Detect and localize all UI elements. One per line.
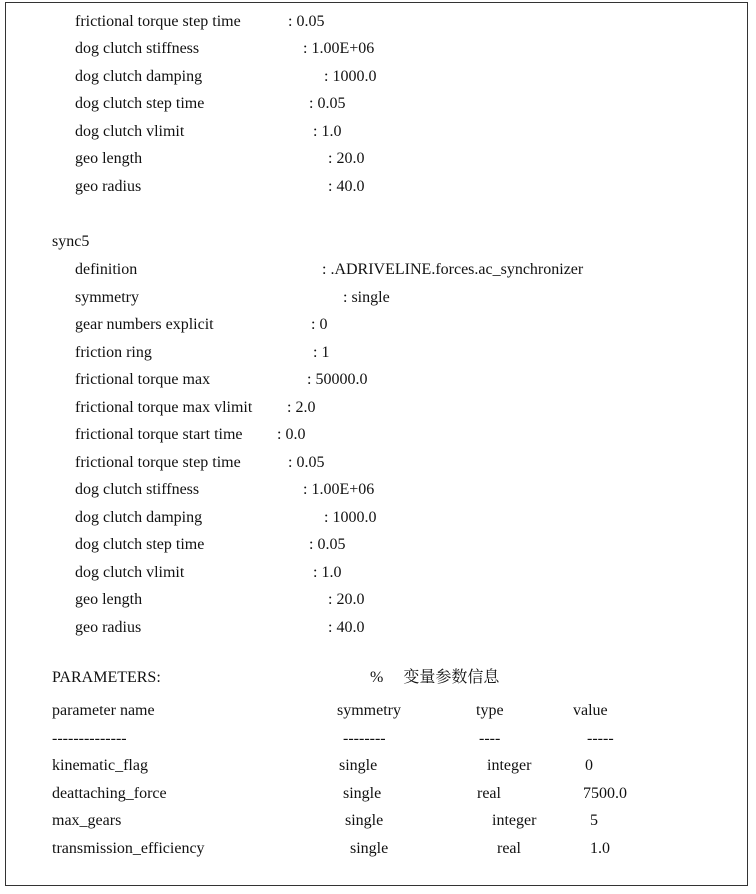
param-value: : 0.05 — [288, 454, 325, 471]
parameters-heading: PARAMETERS: — [52, 669, 161, 686]
table-cell: real — [497, 840, 521, 857]
column-header: symmetry — [337, 702, 401, 719]
param-key: dog clutch stiffness — [75, 40, 200, 57]
param-value: : 1 — [313, 344, 330, 361]
param-key: frictional torque max vlimit — [75, 399, 253, 416]
param-value: : single — [343, 289, 390, 306]
param-key: dog clutch step time — [75, 536, 205, 553]
table-cell: 0 — [585, 757, 593, 774]
table-cell: single — [350, 840, 389, 857]
param-key: geo length — [75, 150, 143, 167]
param-value: : 20.0 — [328, 150, 365, 167]
divider-dashes: -------- — [343, 730, 386, 747]
param-value: : 40.0 — [328, 178, 365, 195]
table-cell: real — [477, 785, 501, 802]
param-value: : 1000.0 — [324, 509, 377, 526]
param-value: : 2.0 — [287, 399, 316, 416]
param-key: gear numbers explicit — [75, 316, 214, 333]
table-cell: deattaching_force — [52, 785, 167, 802]
table-cell: single — [339, 757, 378, 774]
param-key: definition — [75, 261, 138, 278]
param-key: geo radius — [75, 619, 142, 636]
divider-dashes: ----- — [587, 730, 614, 747]
param-value: : .ADRIVELINE.forces.ac_synchronizer — [322, 261, 584, 278]
parameters-note: % 变量参数信息 — [370, 669, 500, 686]
table-cell: single — [345, 812, 384, 829]
param-key: geo radius — [75, 178, 142, 195]
param-value: : 0.05 — [288, 13, 325, 30]
param-value: : 1.00E+06 — [303, 40, 375, 57]
table-cell: 1.0 — [590, 840, 610, 857]
param-value: : 0.05 — [309, 95, 346, 112]
param-key: dog clutch stiffness — [75, 481, 200, 498]
param-value: : 0.0 — [277, 426, 306, 443]
param-key: frictional torque step time — [75, 13, 241, 30]
param-value: : 40.0 — [328, 619, 365, 636]
divider-dashes: -------------- — [52, 730, 127, 747]
param-key: dog clutch damping — [75, 68, 203, 85]
param-value: : 1.0 — [313, 123, 342, 140]
param-value: : 1.00E+06 — [303, 481, 375, 498]
param-key: frictional torque step time — [75, 454, 241, 471]
sync5-title: sync5 — [52, 233, 90, 250]
param-key: frictional torque start time — [75, 426, 243, 443]
param-key: dog clutch vlimit — [75, 123, 185, 140]
param-key: dog clutch damping — [75, 509, 203, 526]
column-header: parameter name — [52, 702, 155, 719]
column-header: type — [476, 702, 504, 719]
table-cell: 7500.0 — [583, 785, 627, 802]
table-cell: kinematic_flag — [52, 757, 148, 774]
param-value: : 0.05 — [309, 536, 346, 553]
param-key: dog clutch vlimit — [75, 564, 185, 581]
table-cell: integer — [492, 812, 537, 829]
table-cell: single — [343, 785, 382, 802]
param-key: dog clutch step time — [75, 95, 205, 112]
param-key: frictional torque max — [75, 371, 211, 388]
param-value: : 1000.0 — [324, 68, 377, 85]
param-value: : 0 — [311, 316, 328, 333]
param-value: : 1.0 — [313, 564, 342, 581]
divider-dashes: ---- — [479, 730, 501, 747]
column-header: value — [573, 702, 608, 719]
param-value: : 50000.0 — [307, 371, 368, 388]
table-cell: transmission_efficiency — [52, 840, 205, 857]
param-key: friction ring — [75, 344, 152, 361]
table-cell: integer — [487, 757, 532, 774]
table-cell: 5 — [590, 812, 598, 829]
param-key: symmetry — [75, 289, 139, 306]
param-value: : 20.0 — [328, 591, 365, 608]
table-cell: max_gears — [52, 812, 122, 829]
param-key: geo length — [75, 591, 143, 608]
